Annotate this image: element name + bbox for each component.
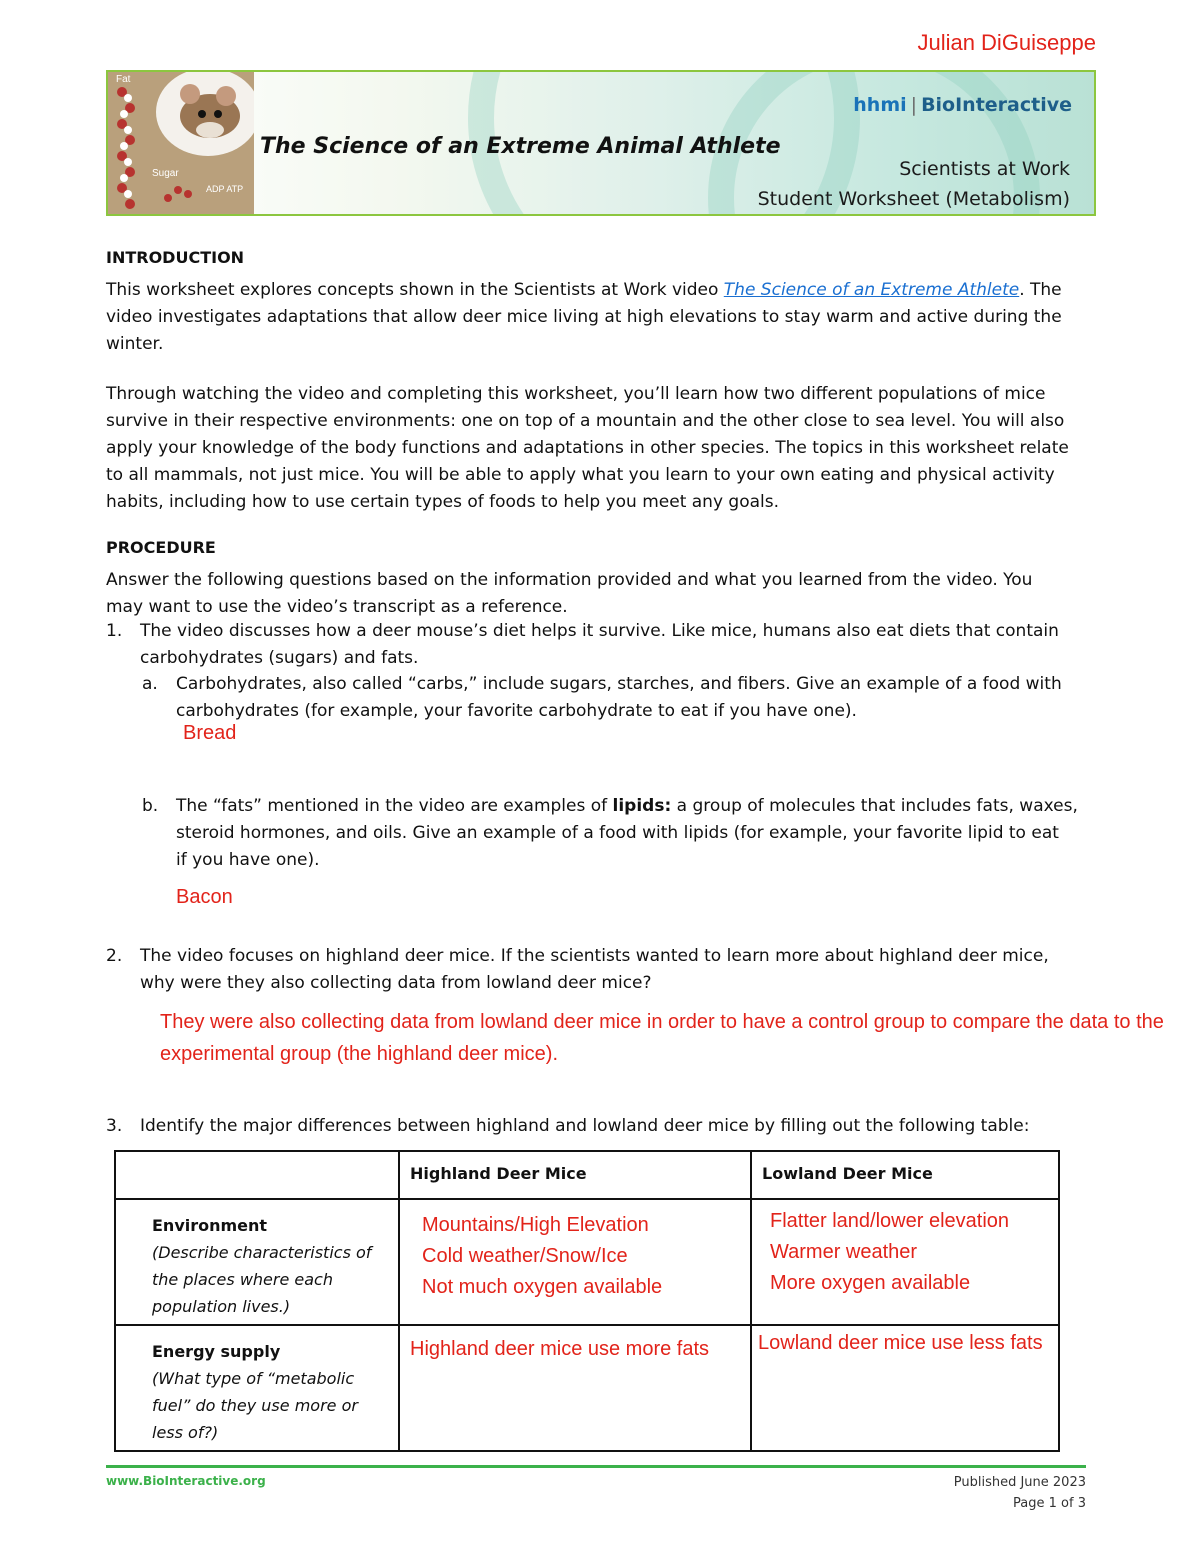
row-label: Environment: [152, 1216, 268, 1235]
row-description: (What type of “metabolic fuel” do they use more or less of?): [152, 1369, 358, 1442]
answer-text: Lowland deer mice use less fats: [758, 1332, 1043, 1354]
page-number: Page 1 of 3: [1013, 1496, 1086, 1511]
atp-label: ADP ATP: [206, 184, 244, 194]
question-1-number: 1.: [106, 621, 123, 641]
row-label-cell: [115, 1325, 399, 1451]
footer-website[interactable]: www.BioInteractive.org: [106, 1474, 266, 1488]
procedure-text: may want to use the video’s transcript as a reference.: [106, 597, 568, 617]
intro-text: winter.: [106, 334, 164, 354]
procedure-intro: [106, 567, 1096, 621]
row-label: Energy supply: [152, 1342, 281, 1361]
student-name: Julian DiGuiseppe: [917, 30, 1096, 55]
hhmi-biointeractive-logo: hhmi | BioInteractive: [853, 94, 1072, 116]
answer-text: Cold weather/Snow/Ice: [422, 1245, 628, 1267]
table-row: [115, 1199, 1059, 1325]
lipids-term: lipids:: [612, 796, 672, 816]
intro-text: survive in their respective environments: one on top of a mountain and the other close to sea level. You will also: [106, 411, 1065, 431]
question-1b-letter: b.: [142, 796, 159, 816]
introduction-section: [106, 244, 1096, 516]
procedure-heading: PROCEDURE: [106, 538, 216, 557]
question-text: why were they also collecting data from lowland deer mice?: [140, 973, 652, 993]
intro-text: habits, including how to use certain types of foods to help you meet any goals.: [106, 492, 780, 512]
procedure-text: Answer the following questions based on the information provided and what you learned from the video. You: [106, 570, 1033, 590]
comparison-table: [114, 1150, 1060, 1452]
highland-energy-cell[interactable]: [399, 1325, 751, 1451]
biointeractive-wordmark: BioInteractive: [921, 94, 1072, 116]
question-text: carbohydrates (for example, your favorite carbohydrate to eat if you have one).: [176, 701, 857, 721]
question-2-text: [140, 943, 1100, 997]
header-banner: [106, 70, 1096, 216]
published-date: Published June 2023: [953, 1475, 1086, 1490]
intro-text: . The: [1019, 280, 1062, 300]
answer-text: experimental group (the highland deer mice).: [160, 1043, 558, 1065]
question-text: a group of molecules that includes fats, waxes,: [671, 796, 1078, 816]
answer-text: More oxygen available: [770, 1272, 971, 1294]
lowland-column-header: Lowland Deer Mice: [751, 1151, 1059, 1199]
answer-text: Not much oxygen available: [422, 1276, 663, 1298]
question-1a-letter: a.: [142, 674, 158, 694]
question-2-number: 2.: [106, 946, 123, 966]
row-label-cell: [115, 1199, 399, 1325]
question-text: The video focuses on highland deer mice. If the scientists wanted to learn more about highland deer mice,: [140, 946, 1049, 966]
table-header-row: [115, 1151, 1059, 1199]
question-3-text: Identify the major differences between highland and lowland deer mice by filling out the following table:: [140, 1116, 1030, 1136]
series-info: [758, 154, 1070, 214]
question-1a-text: [176, 671, 1106, 725]
answer-text: They were also collecting data from lowland deer mice in order to have a control group to compare the data to the: [160, 1011, 1164, 1033]
question-text: if you have one).: [176, 850, 320, 870]
highland-environment-cell[interactable]: [399, 1199, 751, 1325]
row-description: (Describe characteristics of the places where each population lives.): [152, 1243, 372, 1316]
question-text: The video discusses how a deer mouse’s diet helps it survive. Like mice, humans also eat diets that contain: [140, 621, 1059, 641]
question-text: steroid hormones, and oils. Give an example of a food with lipids (for example, your favorite lipid to eat: [176, 823, 1059, 843]
introduction-heading: INTRODUCTION: [106, 248, 245, 267]
footer-meta: [954, 1472, 1086, 1514]
mouse-illustration: [108, 72, 254, 216]
answer-text: Mountains/High Elevation: [422, 1214, 649, 1236]
intro-text: This worksheet explores concepts shown in the Scientists at Work video: [106, 280, 724, 300]
intro-paragraph-1: [106, 277, 1096, 358]
question-3-number: 3.: [106, 1116, 123, 1136]
answer-2[interactable]: [160, 1006, 1200, 1070]
intro-text: video investigates adaptations that allow deer mice living at high elevations to stay warm and active during the: [106, 307, 1062, 327]
intro-text: apply your knowledge of the body functions and adaptations in other species. The topics in this worksheet relate: [106, 438, 1069, 458]
table-corner-cell: [115, 1151, 399, 1199]
lowland-environment-cell[interactable]: [751, 1199, 1059, 1325]
answer-text: Flatter land/lower elevation: [770, 1210, 1010, 1232]
table-row: [115, 1325, 1059, 1451]
highland-column-header: Highland Deer Mice: [399, 1151, 751, 1199]
intro-paragraph-2: [106, 381, 1096, 516]
question-text: Carbohydrates, also called “carbs,” include sugars, starches, and fibers. Give an example of a food with: [176, 674, 1062, 694]
intro-text: to all mammals, not just mice. You will be able to apply what you learn to your own eating and physical activity: [106, 465, 1055, 485]
worksheet-title: The Science of an Extreme Animal Athlete: [260, 134, 781, 159]
intro-text: Through watching the video and completing this worksheet, you’ll learn how two different populations of mice: [106, 384, 1046, 404]
footer-divider: [106, 1465, 1086, 1468]
series-name: Scientists at Work: [899, 158, 1070, 180]
video-link[interactable]: The Science of an Extreme Athlete: [723, 280, 1020, 300]
question-1-text: [140, 618, 1100, 672]
sugar-label: Sugar: [152, 168, 179, 179]
question-text: The “fats” mentioned in the video are examples of: [176, 796, 613, 816]
fat-label: Fat: [116, 74, 131, 85]
answer-text: Highland deer mice use more fats: [410, 1338, 710, 1360]
answer-text: Warmer weather: [770, 1241, 918, 1263]
question-text: carbohydrates (sugars) and fats.: [140, 648, 419, 668]
answer-1b[interactable]: Bacon: [176, 886, 233, 908]
procedure-section: [106, 534, 1096, 621]
lowland-energy-cell[interactable]: [751, 1325, 1059, 1451]
answer-1a[interactable]: Bread: [183, 722, 237, 744]
hhmi-wordmark: hhmi: [853, 94, 907, 116]
worksheet-type: Student Worksheet (Metabolism): [757, 188, 1070, 210]
question-1b-text: [176, 793, 1106, 874]
